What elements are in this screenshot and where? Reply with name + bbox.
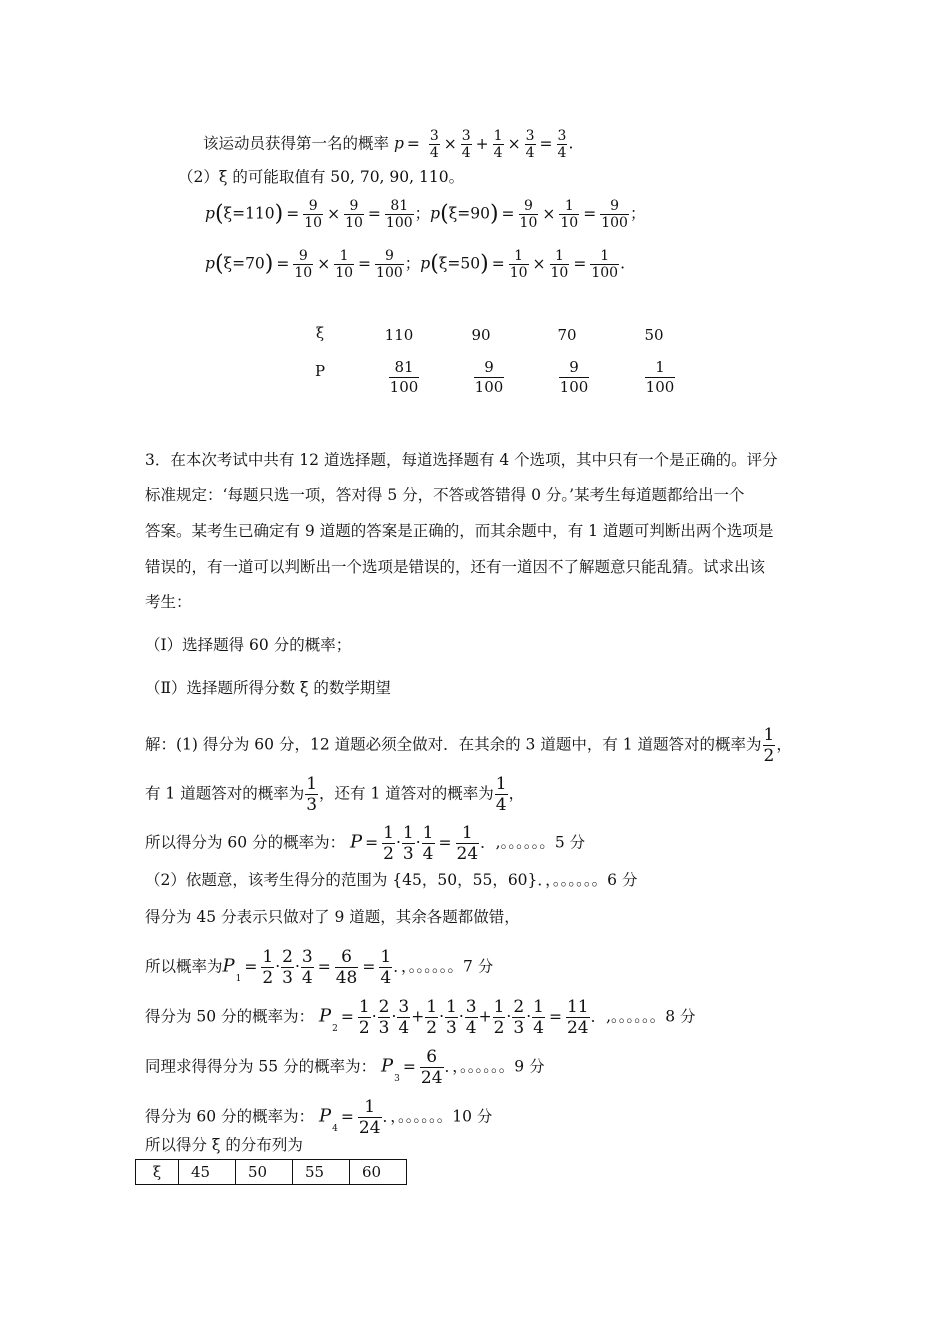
fraction: $\frac{81}{100}$ [389,358,419,396]
fraction: $\frac{9}{100}$ [474,358,504,396]
text: 所以概率为 [145,957,223,976]
text: 得分为 60 分的概率为： [145,1107,315,1126]
fraction: $\frac{9}{10}$ [304,198,323,231]
value: =70 [232,254,265,273]
rparen: ) [480,251,489,277]
lparen: ( [214,251,224,277]
p-label: P [314,362,326,380]
fraction: $\frac{1}{4}$ [495,774,507,815]
fraction: $\frac{9}{100}$ [559,358,589,396]
fraction: $\frac{1}{4}$ [533,997,544,1038]
text: 解：(1) 得分为 60 分，12 道题必须全做对．在其余的 3 道题中，有 1 道题答对的概率为 [145,735,762,754]
eq: = [406,134,420,153]
comma: ， [508,784,525,803]
fraction: $\frac{9}{10}$ [519,198,538,231]
q3-line-5: 考生： [145,593,192,611]
value-cell: 110 [384,326,414,344]
prob-cell [374,358,434,397]
lparen: ( [214,201,224,227]
solution-line-8: 同理求得得分为 55 分的概率为： $P_3=$ $\frac{6}{24}$ ．，。。。。。。9 分 [145,1047,545,1088]
fraction: $\frac{1}{2}$ [493,997,505,1038]
solution-line-10: 所以得分 ξ 的分布列为 [145,1136,303,1154]
value-cell: 90 [471,326,491,344]
var-P: P [319,1105,332,1127]
rparen: ) [489,201,499,227]
var-p: p [430,204,441,223]
var-P: P [350,831,363,853]
text: 该运动员获得第一名的概率 [203,134,390,153]
table-cell: 55 [293,1160,350,1185]
var-P: P [222,955,235,977]
solution-line-3: 所以得分为 60 分的概率为： P = $\frac{1}{2}$ · $\frac{1}{3}$ · $\frac{1}{4}$ = $\frac{1}{24}$ ．,。。。。。。5 分 [145,823,586,864]
text: 所以得分为 60 分的概率为： [145,833,346,852]
prob-70-50-line: p(ξ=70) = $\frac{9}{10}$ × $\frac{1}{10}$ = $\frac{9}{100}$ ；p(ξ=50) = $\frac{1}{10}$ × $\frac{1}{10}$ = $\frac{1}{100}$ . [205,248,626,281]
fraction: $\frac{3}{4}$ [525,128,535,161]
solution-line-4: （2）依题意，该考生得分的范围为 {45，50，55，60}．，。。。。。。6 分 [145,871,638,889]
text: ，还有 1 道答对的概率为 [319,784,494,803]
fraction: $\frac{1}{10}$ [550,248,569,281]
prob-cell [544,358,604,397]
value-cell: 70 [557,326,577,344]
fraction: $\frac{1}{10}$ [560,198,579,231]
fraction: $\frac{2}{3}$ [282,947,293,988]
table-row [136,1160,407,1185]
score-note: ．，。。。。。。7 分 [393,957,494,976]
subscript: 2 [332,1023,338,1034]
q3-line-3: 答案。某考生已确定有 9 道题的答案是正确的，而其余题中，有 1 道题可判断出两个选项是 [145,522,774,540]
var-p: p [205,204,215,223]
fraction: $\frac{1}{24}$ [456,823,479,864]
fraction: $\frac{9}{100}$ [601,198,628,231]
fraction: $\frac{9}{100}$ [376,248,403,281]
fraction: $\frac{1}{2}$ [358,997,370,1038]
rparen: ) [274,201,284,227]
fraction: $\frac{3}{4}$ [465,997,477,1038]
lparen: ( [440,201,449,227]
fraction: $\frac{1}{4}$ [493,128,503,161]
op: + [475,134,489,153]
xi: ξ [223,254,233,273]
fraction: $\frac{1}{3}$ [446,997,457,1038]
score-note: ．，。。。。。。9 分 [444,1057,545,1076]
fraction: $\frac{1}{100}$ [591,248,619,281]
value-cell: 50 [644,326,664,344]
distribution-table-2 [135,1159,407,1185]
fraction: $\frac{1}{10}$ [509,248,528,281]
first-place-probability-line [203,128,573,161]
var-P: P [381,1055,394,1077]
op: × [507,134,521,153]
fraction: $\frac{6}{48}$ [335,947,358,988]
solution-line-7: 得分为 50 分的概率为： $P_2=$ $\frac{1}{2}$ · $\frac{2}{3}$ · $\frac{3}{4}$ + $\frac{1}{2}$ · $\frac{1}{3}$ · $\frac{3}{4}$ + $\frac{1}{2}$ · $\frac{2}{3}$ · $\frac{1}{4}$ = $\frac{11}{24}$ ．,。。。。。。8 分 [145,997,696,1038]
semicolon: ； [414,204,431,223]
value: =90 [457,204,490,223]
fraction: $\frac{3}{4}$ [429,128,439,161]
fraction: $\frac{2}{3}$ [513,997,525,1038]
q3-part-1: （Ⅰ）选择题得 60 分的概率； [145,636,352,654]
table-cell: ξ [136,1160,179,1185]
fraction: $\frac{1}{100}$ [645,358,675,396]
prob-cell [630,358,690,397]
fraction: $\frac{9}{10}$ [345,198,363,231]
fraction: $\frac{1}{4}$ [380,947,392,988]
solution-line-1 [145,725,792,766]
var-P: P [319,1005,332,1027]
fraction: $\frac{1}{3}$ [306,774,318,815]
period: . [568,134,574,153]
value: =110 [232,204,275,223]
fraction: $\frac{81}{100}$ [385,198,413,231]
op: = [539,134,553,153]
solution-line-6: 所以概率为$P_1=$ $\frac{1}{2}$ · $\frac{2}{3}$ · $\frac{3}{4}$ = $\frac{6}{48}$ = $\frac{1}{4}$ ．，。。。。。。7 分 [145,947,494,988]
var-p: p [205,254,215,273]
fraction: $\frac{1}{4}$ [422,823,434,864]
table-cell: 50 [236,1160,293,1185]
op: × [443,134,457,153]
subscript: 3 [394,1073,400,1084]
fraction: $\frac{6}{24}$ [420,1047,443,1088]
fraction: $\frac{1}{2}$ [763,725,775,766]
fraction: $\frac{1}{24}$ [358,1097,381,1138]
prob-cell [459,358,519,397]
possible-values-line: （2）ξ 的可能取值有 50, 70, 90, 110。 [178,168,465,186]
q3-line-1: 3．在本次考试中共有 12 道选择题，每道选择题有 4 个选项，其中只有一个是正确的。评分 [145,451,778,469]
q3-line-4: 错误的，有一道可以判断出一个选项是错误的，还有一道因不了解题意只能乱猜。试求出该 [145,558,766,576]
fraction: $\frac{3}{4}$ [301,947,313,988]
var-p: p [420,254,431,273]
text: 有 1 道题答对的概率为 [145,784,305,803]
xi-label: ξ [315,324,325,342]
fraction: $\frac{3}{4}$ [398,997,410,1038]
score-note: ．，。。。。。。10 分 [382,1107,493,1126]
fraction: $\frac{3}{4}$ [557,128,567,161]
q3-line-2: 标准规定：‘每题只选一项，答对得 5 分，不答或答错得 0 分。’某考生每道题都给出一个 [145,486,745,504]
subscript: 4 [332,1123,338,1134]
q3-part-2: （Ⅱ）选择题所得分数 ξ 的数学期望 [145,679,391,697]
text: 同理求得得分为 55 分的概率为： [145,1057,377,1076]
fraction: $\frac{11}{24}$ [566,997,589,1038]
score-note: ．,。。。。。。8 分 [590,1007,696,1026]
rparen: ) [264,251,274,277]
period: . [620,254,626,273]
score-note: ．,。。。。。。5 分 [480,833,586,852]
solution-line-9: 得分为 60 分的概率为： $P_4=$ $\frac{1}{24}$ ．，。。。。。。10 分 [145,1097,493,1138]
value: =50 [447,254,481,273]
semicolon: ； [629,204,646,223]
semicolon: ； [404,254,421,273]
fraction: $\frac{1}{2}$ [426,997,438,1038]
lparen: ( [430,251,439,277]
prob-110-90-line: p(ξ=110) = $\frac{9}{10}$ × $\frac{9}{10}$ = $\frac{81}{100}$ ；p(ξ=90) = $\frac{9}{10}$ × $\frac{1}{10}$ = $\frac{9}{100}$ ； [205,198,646,231]
xi: ξ [438,254,448,273]
solution-line-2 [145,774,524,815]
text: 得分为 50 分的概率为： [145,1007,315,1026]
fraction: $\frac{9}{10}$ [294,248,313,281]
fraction: $\frac{1}{2}$ [262,947,274,988]
fraction: $\frac{1}{10}$ [335,248,354,281]
var-p: p [393,134,404,153]
subscript: 1 [235,973,242,984]
xi: ξ [223,204,233,223]
comma: ， [776,735,792,754]
table-cell: 45 [179,1160,236,1185]
solution-line-5: 得分为 45 分表示只做对了 9 道题，其余各题都做错， [145,908,520,926]
fraction: $\frac{1}{3}$ [402,823,414,864]
xi: ξ [448,204,458,223]
table-cell: 60 [350,1160,407,1185]
fraction: $\frac{1}{2}$ [383,823,394,864]
fraction: $\frac{3}{4}$ [461,128,471,161]
fraction: $\frac{2}{3}$ [378,997,390,1038]
